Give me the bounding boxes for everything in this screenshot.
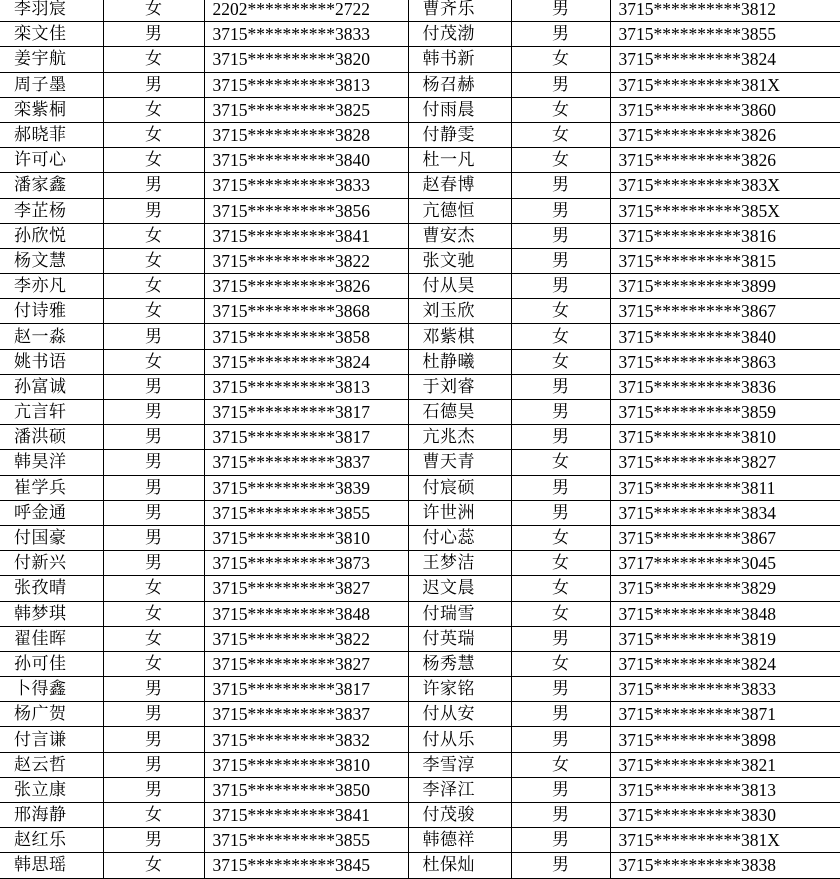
- student-id-number: 3715**********3871: [610, 702, 840, 727]
- table-row: [0, 299, 840, 324]
- student-id-number: 3715**********3841: [204, 803, 408, 828]
- student-gender: 男: [103, 450, 204, 475]
- table-row: [0, 374, 840, 399]
- student-id-number: 3715**********3824: [610, 651, 840, 676]
- student-name: 李泽江: [408, 777, 511, 802]
- student-name: 郝晓菲: [0, 122, 103, 147]
- student-id-number: 3715**********3867: [610, 525, 840, 550]
- student-name: 许世洲: [408, 500, 511, 525]
- student-name: 翟佳晖: [0, 626, 103, 651]
- table-row: [0, 274, 840, 299]
- student-id-number: 3715**********3899: [610, 274, 840, 299]
- student-gender: 女: [103, 248, 204, 273]
- student-gender: 男: [511, 374, 610, 399]
- student-name: 付国豪: [0, 525, 103, 550]
- student-id-number: 3715**********381X: [610, 72, 840, 97]
- student-name: 周子墨: [0, 72, 103, 97]
- student-id-number: 3715**********3859: [610, 400, 840, 425]
- student-id-number: 3715**********3850: [204, 777, 408, 802]
- student-gender: 男: [103, 22, 204, 47]
- table-row: [0, 576, 840, 601]
- student-id-number: 3715**********3821: [610, 752, 840, 777]
- table-row: [0, 601, 840, 626]
- student-id-number: 3715**********3826: [610, 148, 840, 173]
- student-name: 付诗雅: [0, 299, 103, 324]
- student-gender: 男: [511, 248, 610, 273]
- student-name: 李芷杨: [0, 198, 103, 223]
- student-id-number: 2202**********2722: [204, 0, 408, 22]
- table-row: [0, 475, 840, 500]
- student-id-number: 3715**********3855: [610, 22, 840, 47]
- table-row: [0, 349, 840, 374]
- student-name: 曹天青: [408, 450, 511, 475]
- table-row: [0, 626, 840, 651]
- student-id-number: 3717**********3045: [610, 551, 840, 576]
- student-gender: 女: [511, 47, 610, 72]
- student-gender: 男: [511, 425, 610, 450]
- student-gender: 女: [103, 223, 204, 248]
- student-name: 赵春博: [408, 173, 511, 198]
- student-gender: 男: [511, 22, 610, 47]
- student-name: 姜宇航: [0, 47, 103, 72]
- student-id-number: 3715**********3811: [610, 475, 840, 500]
- student-name: 赵云哲: [0, 752, 103, 777]
- student-gender: 女: [511, 299, 610, 324]
- student-gender: 女: [103, 122, 204, 147]
- student-name: 付宸硕: [408, 475, 511, 500]
- student-name: 杨文慧: [0, 248, 103, 273]
- student-gender: 女: [511, 651, 610, 676]
- student-id-number: 3715**********3817: [204, 400, 408, 425]
- student-name: 张文驰: [408, 248, 511, 273]
- student-name: 杨秀慧: [408, 651, 511, 676]
- student-name: 亢德恒: [408, 198, 511, 223]
- student-id-number: 3715**********3848: [204, 601, 408, 626]
- student-gender: 女: [511, 601, 610, 626]
- student-name: 迟文晨: [408, 576, 511, 601]
- student-id-number: 3715**********3839: [204, 475, 408, 500]
- student-gender: 男: [511, 500, 610, 525]
- student-name: 付言谦: [0, 727, 103, 752]
- student-name: 杜静曦: [408, 349, 511, 374]
- student-gender: 男: [103, 198, 204, 223]
- student-name: 亢兆杰: [408, 425, 511, 450]
- table-row: [0, 727, 840, 752]
- table-row: [0, 400, 840, 425]
- student-id-number: 3715**********3827: [204, 651, 408, 676]
- student-gender: 女: [103, 97, 204, 122]
- table-row: [0, 22, 840, 47]
- student-gender: 女: [103, 651, 204, 676]
- student-name: 付茂渤: [408, 22, 511, 47]
- student-id-number: 3715**********3837: [204, 702, 408, 727]
- student-gender: 男: [103, 500, 204, 525]
- student-id-number: 3715**********3828: [204, 122, 408, 147]
- student-id-number: 3715**********3860: [610, 97, 840, 122]
- student-gender: 女: [511, 576, 610, 601]
- student-id-number: 3715**********3873: [204, 551, 408, 576]
- student-gender: 男: [103, 551, 204, 576]
- student-name: 付瑞雪: [408, 601, 511, 626]
- student-name: 韩德祥: [408, 828, 511, 853]
- student-name: 许可心: [0, 148, 103, 173]
- student-name: 张立康: [0, 777, 103, 802]
- student-gender: 女: [103, 0, 204, 22]
- student-id-number: 3715**********385X: [610, 198, 840, 223]
- student-gender: 男: [511, 400, 610, 425]
- student-name: 付茂骏: [408, 803, 511, 828]
- student-name: 张孜晴: [0, 576, 103, 601]
- student-gender: 男: [103, 475, 204, 500]
- student-id-number: 3715**********3827: [610, 450, 840, 475]
- student-gender: 男: [511, 626, 610, 651]
- student-name: 姚书语: [0, 349, 103, 374]
- table-row: [0, 500, 840, 525]
- table-row: [0, 651, 840, 676]
- student-gender: 女: [511, 349, 610, 374]
- student-name: 付从安: [408, 702, 511, 727]
- student-gender: 男: [103, 525, 204, 550]
- student-id-number: 3715**********3824: [204, 349, 408, 374]
- table-row: [0, 525, 840, 550]
- student-id-number: 3715**********3855: [204, 828, 408, 853]
- student-name: 潘洪硕: [0, 425, 103, 450]
- student-gender: 男: [511, 173, 610, 198]
- student-id-number: 3715**********3830: [610, 803, 840, 828]
- table-row: [0, 777, 840, 802]
- student-name: 杨召赫: [408, 72, 511, 97]
- table-row: [0, 450, 840, 475]
- student-gender: 男: [511, 727, 610, 752]
- student-gender: 女: [103, 576, 204, 601]
- student-id-number: 3715**********3838: [610, 853, 840, 878]
- student-id-number: 3715**********3817: [204, 425, 408, 450]
- student-name: 孙可佳: [0, 651, 103, 676]
- student-gender: 男: [511, 72, 610, 97]
- student-id-number: 3715**********3863: [610, 349, 840, 374]
- student-name: 卜得鑫: [0, 677, 103, 702]
- student-name: 韩思瑶: [0, 853, 103, 878]
- table-row: [0, 223, 840, 248]
- student-id-number: 3715**********3840: [610, 324, 840, 349]
- student-id-number: 3715**********3813: [204, 72, 408, 97]
- student-id-number: 3715**********3812: [610, 0, 840, 22]
- student-name: 李雪淳: [408, 752, 511, 777]
- student-id-number: 3715**********3826: [610, 122, 840, 147]
- table-row: [0, 425, 840, 450]
- student-name: 许家铭: [408, 677, 511, 702]
- student-gender: 男: [103, 425, 204, 450]
- student-name: 于刘睿: [408, 374, 511, 399]
- student-id-number: 3715**********3833: [610, 677, 840, 702]
- student-gender: 女: [103, 626, 204, 651]
- table-row: [0, 677, 840, 702]
- student-id-number: 3715**********3827: [204, 576, 408, 601]
- table-row: [0, 752, 840, 777]
- student-gender: 男: [511, 0, 610, 22]
- student-gender: 女: [511, 551, 610, 576]
- student-id-number: 3715**********3829: [610, 576, 840, 601]
- student-id-number: 3715**********3856: [204, 198, 408, 223]
- student-gender: 男: [511, 702, 610, 727]
- student-id-number: 3715**********3815: [610, 248, 840, 273]
- table-row: [0, 47, 840, 72]
- student-id-number: 3715**********3813: [610, 777, 840, 802]
- student-gender: 男: [511, 677, 610, 702]
- student-gender: 男: [103, 374, 204, 399]
- student-id-number: 3715**********3826: [204, 274, 408, 299]
- student-gender: 男: [103, 72, 204, 97]
- student-gender: 女: [511, 148, 610, 173]
- student-name: 付静雯: [408, 122, 511, 147]
- student-name: 孙富诚: [0, 374, 103, 399]
- student-name: 付从昊: [408, 274, 511, 299]
- student-gender: 女: [103, 601, 204, 626]
- student-name: 亢言轩: [0, 400, 103, 425]
- student-gender: 女: [103, 803, 204, 828]
- student-gender: 女: [103, 47, 204, 72]
- student-name: 栾紫桐: [0, 97, 103, 122]
- student-gender: 女: [103, 299, 204, 324]
- student-id-number: 3715**********3824: [610, 47, 840, 72]
- student-name: 呼金通: [0, 500, 103, 525]
- table-row: [0, 702, 840, 727]
- student-id-number: 3715**********3810: [204, 525, 408, 550]
- student-gender: 女: [511, 450, 610, 475]
- student-gender: 男: [103, 777, 204, 802]
- student-id-number: 3715**********3837: [204, 450, 408, 475]
- student-name: 石德昊: [408, 400, 511, 425]
- student-name: 付心蕊: [408, 525, 511, 550]
- student-id-number: 3715**********3822: [204, 626, 408, 651]
- student-id-number: 3715**********3868: [204, 299, 408, 324]
- student-name: 李亦凡: [0, 274, 103, 299]
- student-id-number: 3715**********3841: [204, 223, 408, 248]
- student-name: 韩昊洋: [0, 450, 103, 475]
- student-id-number: 3715**********381X: [610, 828, 840, 853]
- student-id-number: 3715**********3810: [610, 425, 840, 450]
- student-name: 王梦洁: [408, 551, 511, 576]
- table-row: [0, 828, 840, 853]
- student-id-number: 3715**********3833: [204, 22, 408, 47]
- student-id-number: 3715**********3819: [610, 626, 840, 651]
- student-gender: 女: [103, 274, 204, 299]
- table-row: [0, 551, 840, 576]
- student-name: 付从乐: [408, 727, 511, 752]
- student-gender: 女: [103, 349, 204, 374]
- student-name: 赵红乐: [0, 828, 103, 853]
- student-gender: 男: [511, 475, 610, 500]
- student-name: 付雨晨: [408, 97, 511, 122]
- student-gender: 男: [103, 727, 204, 752]
- student-id-number: 3715**********3817: [204, 677, 408, 702]
- student-gender: 女: [511, 752, 610, 777]
- student-name: 杜一凡: [408, 148, 511, 173]
- table-row: [0, 248, 840, 273]
- student-id-number: 3715**********3836: [610, 374, 840, 399]
- table-row: [0, 97, 840, 122]
- student-gender: 男: [511, 777, 610, 802]
- student-gender: 男: [103, 677, 204, 702]
- student-id-number: 3715**********3832: [204, 727, 408, 752]
- student-name: 韩梦琪: [0, 601, 103, 626]
- student-id-number: 3715**********3813: [204, 374, 408, 399]
- student-gender: 女: [511, 324, 610, 349]
- student-name: 韩书新: [408, 47, 511, 72]
- student-gender: 男: [103, 752, 204, 777]
- student-id-number: 3715**********3867: [610, 299, 840, 324]
- student-gender: 男: [103, 702, 204, 727]
- table-row: [0, 324, 840, 349]
- student-id-number: 3715**********3816: [610, 223, 840, 248]
- student-gender: 男: [511, 828, 610, 853]
- student-gender: 女: [511, 97, 610, 122]
- student-gender: 女: [511, 122, 610, 147]
- table-row: [0, 173, 840, 198]
- student-name: 邓紫棋: [408, 324, 511, 349]
- student-gender: 男: [511, 803, 610, 828]
- student-name: 曹安杰: [408, 223, 511, 248]
- student-id-number: 3715**********3858: [204, 324, 408, 349]
- table-row: [0, 853, 840, 878]
- student-name: 付新兴: [0, 551, 103, 576]
- student-gender: 男: [511, 223, 610, 248]
- table-row: [0, 803, 840, 828]
- student-id-number: 3715**********3840: [204, 148, 408, 173]
- student-name: 刘玉欣: [408, 299, 511, 324]
- student-name: 曹齐乐: [408, 0, 511, 22]
- student-id-number: 3715**********3822: [204, 248, 408, 273]
- student-id-number: 3715**********3855: [204, 500, 408, 525]
- student-id-number: 3715**********3845: [204, 853, 408, 878]
- student-id-number: 3715**********3848: [610, 601, 840, 626]
- table-row: [0, 72, 840, 97]
- student-gender: 男: [103, 324, 204, 349]
- student-name: 杜保灿: [408, 853, 511, 878]
- student-id-number: 3715**********3834: [610, 500, 840, 525]
- student-gender: 男: [103, 828, 204, 853]
- table-row: [0, 0, 840, 22]
- student-gender: 女: [103, 853, 204, 878]
- student-name: 李羽宸: [0, 0, 103, 22]
- student-id-number: 3715**********3898: [610, 727, 840, 752]
- student-id-number: 3715**********3810: [204, 752, 408, 777]
- student-name: 栾文佳: [0, 22, 103, 47]
- student-gender: 女: [511, 525, 610, 550]
- student-name: 杨广贺: [0, 702, 103, 727]
- student-id-number: 3715**********3825: [204, 97, 408, 122]
- student-gender: 男: [511, 274, 610, 299]
- student-id-number: 3715**********383X: [610, 173, 840, 198]
- student-gender: 女: [103, 148, 204, 173]
- table-row: [0, 122, 840, 147]
- table-row: [0, 148, 840, 173]
- student-gender: 男: [103, 400, 204, 425]
- student-id-number: 3715**********3820: [204, 47, 408, 72]
- student-name: 崔学兵: [0, 475, 103, 500]
- student-gender: 男: [511, 198, 610, 223]
- student-gender: 男: [511, 853, 610, 878]
- student-gender: 男: [103, 173, 204, 198]
- student-name: 潘家鑫: [0, 173, 103, 198]
- student-name: 孙欣悦: [0, 223, 103, 248]
- student-name: 邢海静: [0, 803, 103, 828]
- student-name: 付英瑞: [408, 626, 511, 651]
- student-id-number: 3715**********3833: [204, 173, 408, 198]
- table-row: [0, 198, 840, 223]
- student-name: 赵一淼: [0, 324, 103, 349]
